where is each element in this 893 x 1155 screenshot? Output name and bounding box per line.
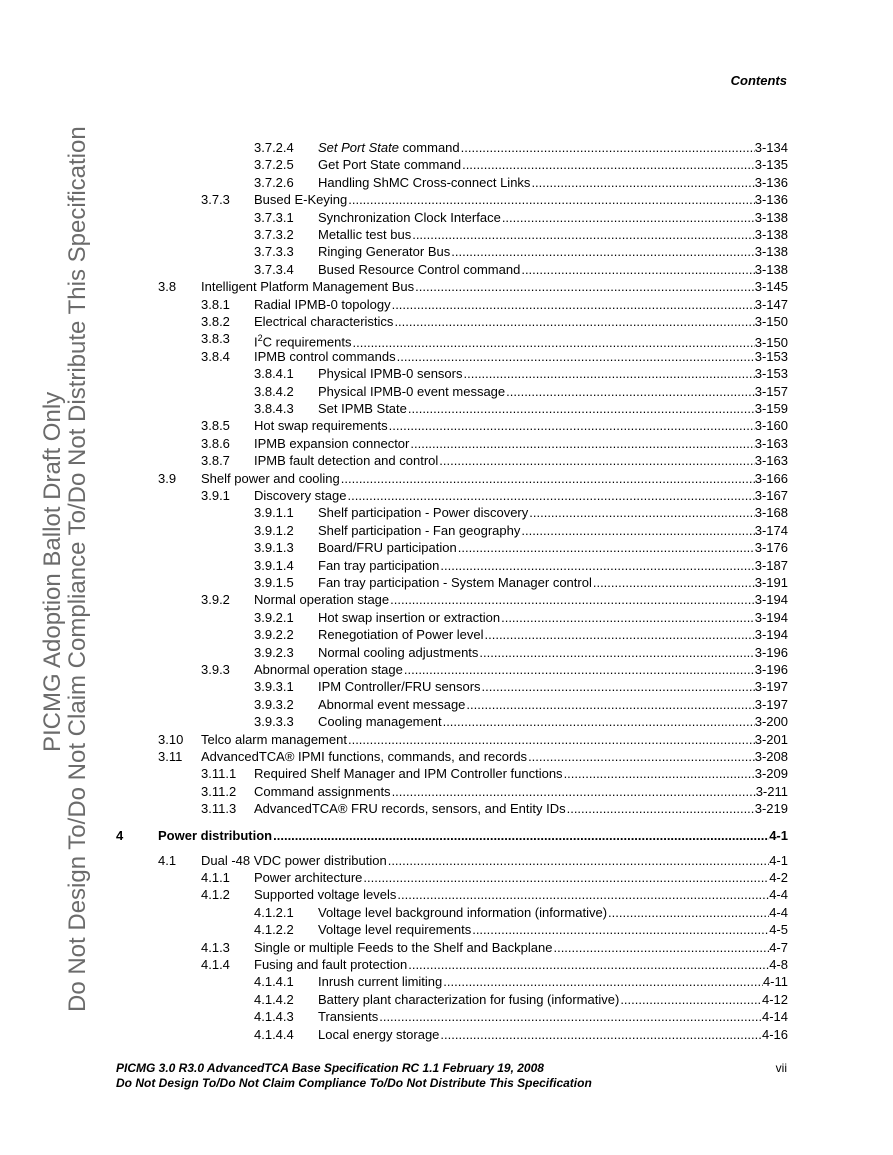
toc-entry-title: Shelf participation - Power discovery [318, 505, 529, 521]
toc-dot-leader [482, 678, 755, 695]
toc-entry-number: 3.8.4.3 [254, 401, 294, 416]
toc-entry-page: 3-138 [754, 209, 788, 225]
toc-entry-page: 4-2 [769, 870, 788, 885]
toc-entry[interactable] [201, 765, 788, 782]
toc-entry-page: 4-4 [769, 904, 788, 920]
toc-entry-number: 3.8.1 [201, 296, 230, 312]
toc-entry-number: 3.8.2 [201, 314, 230, 329]
toc-entry-page: 3-135 [754, 157, 788, 173]
toc-dot-leader [379, 1008, 762, 1025]
toc-entry-number: 4.1.1 [201, 870, 230, 885]
toc-entry-title: Physical IPMB-0 event message [318, 383, 506, 399]
toc-dot-leader [521, 261, 754, 278]
toc-entry[interactable] [254, 365, 788, 382]
toc-entry-page: 3-134 [754, 140, 788, 155]
toc-dot-leader [348, 191, 755, 208]
toc-entry-page: 3-147 [754, 296, 788, 312]
toc-entry-number: 3.9.3 [201, 662, 230, 677]
toc-entry[interactable] [201, 800, 788, 817]
toc-entry-number: 4.1.4.2 [254, 991, 294, 1007]
running-header: Contents [730, 73, 787, 88]
toc-dot-leader [451, 243, 755, 260]
toc-entry-page: 3-159 [754, 401, 788, 416]
toc-entry-page: 3-136 [754, 174, 788, 190]
toc-dot-leader [458, 539, 755, 556]
toc-entry-title: Voltage level requirements [318, 922, 472, 938]
toc-entry-number: 3.11.1 [201, 766, 237, 782]
footer-page-number: vii [775, 1061, 787, 1075]
toc-entry-page: 3-150 [754, 334, 788, 350]
toc-entry[interactable] [254, 574, 788, 591]
toc-entry-page: 3-136 [754, 192, 788, 208]
toc-entry-number: 4.1.2.1 [254, 904, 294, 920]
toc-entry-number: 4.1.2 [201, 887, 230, 903]
toc-entry-title: Bused E-Keying [254, 192, 348, 208]
toc-entry[interactable] [158, 852, 788, 869]
toc-entry[interactable] [254, 1026, 788, 1043]
toc-entry-title: Fusing and fault protection [254, 957, 408, 972]
toc-entry-page: 4-8 [769, 957, 788, 972]
toc-entry[interactable] [201, 956, 788, 973]
toc-dot-leader [440, 557, 754, 574]
toc-entry-number: 3.8.4.2 [254, 383, 294, 399]
toc-dot-leader [531, 174, 754, 191]
toc-entry-title: Normal operation stage [254, 592, 390, 608]
toc-dot-leader [479, 644, 754, 661]
toc-entry-title: Abnormal event message [318, 696, 466, 712]
toc-entry-page: 3-200 [754, 714, 788, 730]
toc-entry-page: 3-219 [754, 801, 788, 817]
toc-entry-number: 3.7.3.1 [254, 209, 294, 225]
toc-entry-title: Required Shelf Manager and IPM Controller functions [254, 766, 563, 782]
toc-entry-title: Fan tray participation [318, 557, 440, 573]
toc-entry[interactable] [158, 470, 788, 487]
toc-entry-title: Electrical characteristics [254, 314, 394, 329]
toc-entry-title: IPMB fault detection and control [254, 453, 439, 469]
toc-entry-title: Telco alarm management [201, 731, 347, 747]
toc-entry[interactable] [201, 191, 788, 208]
toc-entry-title: Physical IPMB-0 sensors [318, 366, 463, 382]
toc-entry[interactable] [254, 713, 788, 730]
toc-dot-leader [439, 452, 754, 469]
toc-dot-leader [394, 313, 754, 330]
toc-dot-leader [388, 852, 770, 869]
toc-entry-page: 3-194 [754, 627, 788, 643]
toc-entry-number: 3.9.1.3 [254, 540, 294, 556]
toc-entry-number: 3.9.2.1 [254, 609, 294, 625]
toc-dot-leader [443, 713, 755, 730]
toc-entry-number: 3.9.1 [201, 488, 230, 503]
toc-dot-leader [341, 470, 755, 487]
toc-entry-page: 3-209 [754, 766, 788, 782]
toc-entry[interactable] [254, 557, 788, 574]
toc-dot-leader [392, 783, 756, 800]
toc-dot-leader [502, 209, 755, 226]
toc-entry[interactable] [254, 644, 788, 661]
toc-entry-page: 3-157 [754, 383, 788, 399]
toc-entry-page: 4-11 [762, 974, 788, 990]
toc-entry[interactable] [201, 348, 788, 365]
toc-entry[interactable] [254, 921, 788, 938]
toc-entry[interactable] [254, 226, 788, 243]
toc-entry[interactable] [254, 522, 788, 539]
toc-entry-number: 4.1.4 [201, 957, 230, 972]
toc-entry-page: 3-138 [754, 244, 788, 260]
toc-entry-page: 4-12 [761, 991, 788, 1007]
toc-entry-number: 4.1.2.2 [254, 922, 294, 938]
toc-entry-number: 3.7.3.3 [254, 244, 294, 260]
toc-entry-number: 4.1.4.3 [254, 1009, 294, 1025]
toc-entry-page: 3-211 [755, 783, 788, 799]
toc-entry-page: 3-150 [754, 314, 788, 329]
toc-entry-page: 4-4 [769, 887, 788, 903]
toc-entry-title: Normal cooling adjustments [318, 644, 479, 660]
toc-entry-number: 3.7.2.6 [254, 174, 294, 190]
toc-entry-page: 3-197 [754, 696, 788, 712]
toc-entry-number: 3.7.3 [201, 192, 230, 208]
toc-dot-leader [408, 956, 769, 973]
toc-entry-number: 3.9.1.5 [254, 575, 294, 590]
toc-entry[interactable] [254, 904, 788, 921]
toc-entry-number: 3.9.1.1 [254, 505, 294, 521]
toc-entry-number: 3.7.2.4 [254, 140, 294, 155]
toc-entry-title: Radial IPMB-0 topology [254, 296, 391, 312]
toc-entry-number: 4 [116, 827, 124, 843]
toc-entry-title: Set IPMB State [318, 401, 407, 416]
toc-entry-number: 3.7.2.5 [254, 157, 294, 173]
toc-dot-leader [485, 626, 755, 643]
toc-entry-page: 3-194 [754, 592, 788, 608]
toc-dot-leader [348, 731, 755, 748]
toc-dot-leader [390, 591, 755, 608]
toc-entry-number: 3.9.2.3 [254, 644, 294, 660]
toc-dot-leader [410, 435, 754, 452]
toc-entry[interactable] [254, 991, 788, 1008]
toc-dot-leader [466, 696, 754, 713]
toc-entry-page: 3-168 [754, 505, 788, 521]
toc-entry-title: Hot swap requirements [254, 418, 388, 434]
toc-entry-title: Local energy storage [318, 1026, 440, 1042]
toc-entry-number: 3.9.1.4 [254, 557, 294, 573]
toc-entry-page: 3-194 [754, 609, 788, 625]
toc-dot-leader [461, 139, 755, 156]
toc-entry-number: 3.9.3.1 [254, 679, 294, 695]
toc-entry-number: 3.11 [158, 749, 183, 764]
toc-entry-title: Hot swap insertion or extraction [318, 609, 501, 625]
toc-entry-number: 3.8.4 [201, 348, 230, 364]
toc-entry-title: Supported voltage levels [254, 887, 397, 903]
toc-entry-title: $I^2C$ requirements [254, 333, 352, 350]
toc-entry[interactable] [254, 156, 788, 173]
toc-entry-number: 3.9 [158, 470, 177, 486]
toc-entry[interactable] [201, 313, 788, 330]
toc-entry-title: IPM Controller/FRU sensors [318, 679, 481, 695]
toc-entry[interactable] [254, 678, 788, 695]
toc-entry-page: 3-187 [754, 557, 788, 573]
toc-entry-title: Shelf power and cooling [201, 470, 340, 486]
page-footer [116, 1061, 788, 1091]
toc-entry[interactable] [201, 783, 788, 800]
toc-entry[interactable] [158, 278, 788, 295]
toc-entry-number: 3.10 [158, 731, 184, 747]
toc-entry-title: AdvancedTCA® IPMI functions, commands, and records [201, 749, 528, 764]
toc-dot-leader [363, 869, 769, 886]
toc-entry[interactable] [254, 973, 788, 990]
toc-entry-number: 3.8.7 [201, 453, 230, 469]
toc-dot-leader [608, 904, 769, 921]
toc-entry-title: Ringing Generator Bus [318, 244, 451, 260]
toc-entry[interactable] [254, 696, 788, 713]
toc-entry-number: 3.11.2 [201, 783, 237, 799]
toc-entry-title: IPMB expansion connector [254, 435, 410, 451]
toc-entry-number: 3.9.3.3 [254, 714, 294, 730]
toc-entry-title: Battery plant characterization for fusing (informative) [318, 991, 620, 1007]
toc-entry-title: Single or multiple Feeds to the Shelf and Backplane [254, 939, 553, 955]
toc-dot-leader [443, 973, 763, 990]
toc-entry-title: Fan tray participation - System Manager control [318, 575, 592, 590]
toc-entry-title: Set Port State command [318, 140, 460, 155]
toc-entry-title: Handling ShMC Cross-connect Links [318, 174, 531, 190]
toc-dot-leader [564, 765, 755, 782]
toc-entry-number: 3.7.3.4 [254, 261, 294, 277]
toc-dot-leader [501, 609, 755, 626]
toc-entry-title: Abnormal operation stage [254, 662, 403, 677]
toc-entry[interactable] [254, 1008, 788, 1025]
toc-dot-leader [506, 383, 755, 400]
toc-dot-leader [408, 400, 755, 417]
toc-entry-number: 3.9.2.2 [254, 627, 294, 643]
toc-entry-page: 3-166 [754, 470, 788, 486]
toc-entry-page: 3-153 [754, 366, 788, 382]
toc-entry-page: 4-14 [761, 1009, 788, 1025]
toc-dot-leader [440, 1026, 762, 1043]
toc-entry-page: 3-160 [754, 418, 788, 434]
toc-entry-title: Bused Resource Control command [318, 261, 521, 277]
toc-dot-leader [553, 939, 769, 956]
toc-entry-title: Cooling management [318, 714, 442, 730]
toc-entry[interactable] [254, 609, 788, 626]
toc-dot-leader [521, 522, 754, 539]
toc-entry-number: 3.9.1.2 [254, 522, 294, 538]
toc-dot-leader [412, 226, 755, 243]
toc-entry-page: 3-145 [754, 279, 788, 295]
toc-entry-page: 3-163 [754, 453, 788, 469]
toc-dot-leader [347, 487, 754, 504]
toc-entry-title: Board/FRU participation [318, 540, 457, 556]
watermark-line-1: PICMG Adoption Ballot Draft Only [39, 391, 66, 752]
toc-entry-title: Discovery stage [254, 488, 347, 503]
toc-dot-leader [415, 278, 755, 295]
toc-dot-leader [620, 991, 762, 1008]
toc-entry-page: 4-7 [769, 939, 788, 955]
toc-entry-number: 3.11.3 [201, 801, 237, 817]
toc-entry-page: 3-208 [754, 749, 788, 764]
toc-entry-page: 4-16 [761, 1026, 788, 1042]
toc-entry[interactable] [201, 939, 788, 956]
toc-entry[interactable] [201, 487, 788, 504]
toc-entry[interactable] [254, 243, 788, 260]
toc-entry-title: Voltage level background information (informative) [318, 904, 608, 920]
toc-entry[interactable] [254, 174, 788, 191]
toc-entry-page: 4-5 [769, 922, 788, 938]
toc-dot-leader [404, 661, 755, 678]
watermark-line-2: Do Not Design To/Do Not Claim Compliance To/Do Not Distribute This Specification [64, 126, 91, 1012]
toc-entry[interactable] [201, 661, 788, 678]
toc-entry[interactable] [158, 748, 788, 765]
toc-entry[interactable] [201, 886, 788, 903]
toc-entry[interactable] [116, 827, 788, 844]
toc-entry[interactable] [201, 435, 788, 452]
toc-entry-page: 3-138 [754, 261, 788, 277]
toc-entry[interactable] [254, 383, 788, 400]
toc-entry-number: 4.1.3 [201, 939, 230, 955]
toc-entry-title: Transients [318, 1009, 379, 1025]
toc-entry-page: 3-174 [754, 522, 788, 538]
toc-entry-page: 3-201 [754, 731, 788, 747]
toc-dot-leader [397, 348, 755, 365]
toc-dot-leader [529, 504, 754, 521]
toc-entry-page: 3-163 [754, 435, 788, 451]
toc-entry-page: 3-153 [754, 348, 788, 364]
toc-entry-number: 3.9.2 [201, 592, 230, 608]
toc-entry-page: 3-196 [754, 644, 788, 660]
toc-entry-number: 3.9.3.2 [254, 696, 294, 712]
toc-entry-number: 4.1 [158, 852, 177, 868]
toc-entry-title: Command assignments [254, 783, 391, 799]
toc-entry[interactable] [201, 869, 788, 886]
toc-dot-leader [528, 748, 755, 765]
toc-entry-page: 3-197 [754, 679, 788, 695]
toc-entry-number: 3.8.3 [201, 331, 230, 347]
toc-entry-title: Intelligent Platform Management Bus [201, 279, 415, 295]
toc-entry[interactable] [254, 539, 788, 556]
toc-dot-leader [389, 417, 755, 434]
toc-entry-title: Synchronization Clock Interface [318, 209, 501, 225]
toc-entry[interactable] [201, 330, 788, 350]
toc-entry[interactable] [201, 452, 788, 469]
toc-entry[interactable] [254, 139, 788, 156]
toc-entry[interactable] [201, 591, 788, 608]
toc-entry[interactable] [254, 261, 788, 278]
toc-dot-leader [397, 886, 769, 903]
footer-spec-line: PICMG 3.0 R3.0 AdvancedTCA Base Specification RC 1.1 February 19, 2008 [116, 1061, 544, 1075]
toc-dot-leader [567, 800, 755, 817]
toc-entry[interactable] [158, 731, 788, 748]
toc-entry-page: 3-191 [754, 575, 788, 590]
toc-entry[interactable] [254, 626, 788, 643]
toc-entry[interactable] [254, 504, 788, 521]
footer-distribution-line: Do Not Design To/Do Not Claim Compliance To/Do Not Distribute This Specification [116, 1076, 592, 1090]
toc-entry-title: Dual -48 VDC power distribution [201, 852, 387, 868]
toc-entry-number: 4.1.4.1 [254, 974, 294, 990]
toc-entry-number: 4.1.4.4 [254, 1026, 294, 1042]
toc-dot-leader [472, 921, 769, 938]
toc-entry-number: 3.8.4.1 [254, 366, 294, 382]
toc-entry-title: Renegotiation of Power level [318, 627, 484, 643]
toc-entry-title: IPMB control commands [254, 348, 396, 364]
toc-entry-number: 3.8.6 [201, 435, 230, 451]
toc-entry-title: Metallic test bus [318, 227, 412, 242]
toc-entry[interactable] [254, 209, 788, 226]
toc-entry-title: Power architecture [254, 870, 363, 885]
toc-entry-title: Get Port State command [318, 157, 462, 173]
toc-entry[interactable] [201, 417, 788, 434]
toc-entry[interactable] [254, 400, 788, 417]
toc-entry-title: Shelf participation - Fan geography [318, 522, 521, 538]
toc-entry-page: 4-1 [769, 852, 788, 868]
toc-dot-leader [392, 296, 755, 313]
toc-dot-leader [273, 827, 769, 844]
toc-dot-leader [464, 365, 755, 382]
toc-dot-leader [462, 156, 755, 173]
toc-entry-title: Inrush current limiting [318, 974, 443, 990]
toc-entry-page: 3-176 [754, 540, 788, 556]
toc-dot-leader [593, 574, 755, 591]
toc-entry-page: 3-138 [754, 227, 788, 242]
toc-entry-title: Power distribution [158, 827, 273, 843]
toc-entry-number: 3.8 [158, 279, 177, 295]
toc-entry-page: 3-167 [754, 488, 788, 503]
toc-entry-number: 3.7.3.2 [254, 227, 294, 242]
toc-entry-page: 3-196 [754, 662, 788, 677]
toc-entry[interactable] [201, 296, 788, 313]
toc-entry-page: 4-1 [769, 827, 788, 843]
toc-entry-number: 3.8.5 [201, 418, 230, 434]
toc-entry-title: AdvancedTCA® FRU records, sensors, and Entity IDs [254, 801, 566, 817]
